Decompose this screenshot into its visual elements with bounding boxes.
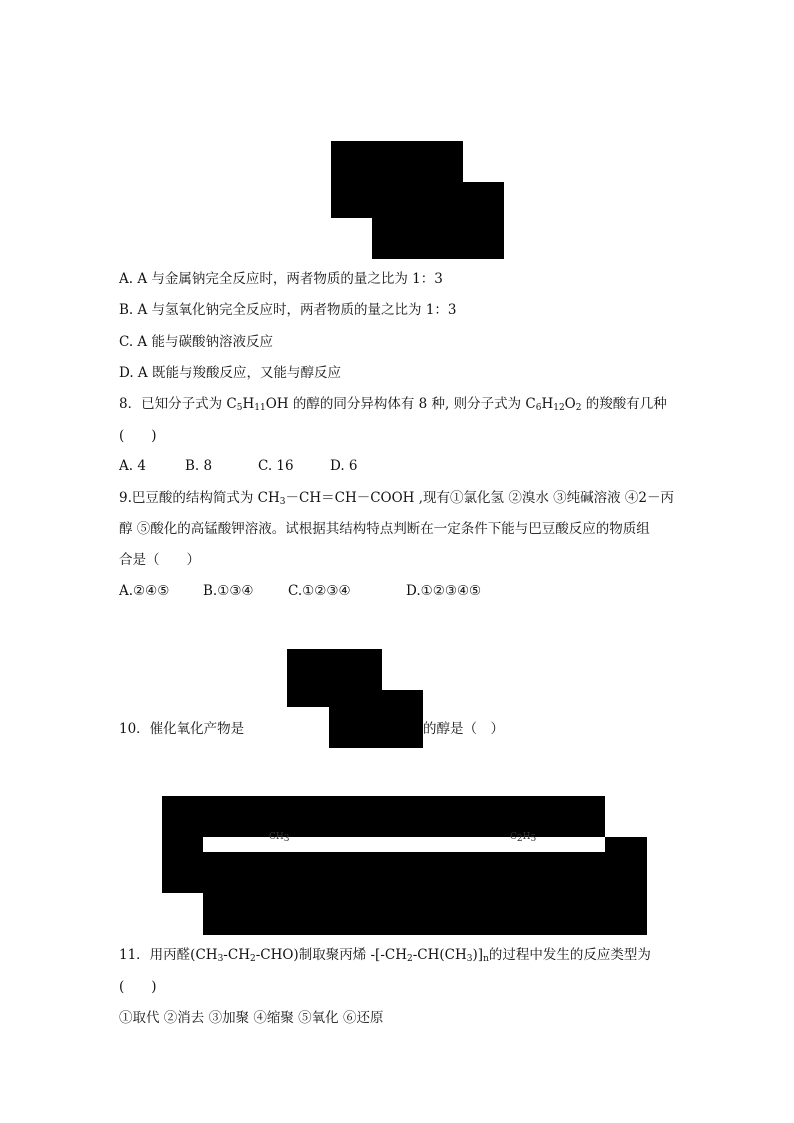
q11-stem: 11．用丙醛$(CH_3-CH_2-CHO)$制取聚丙烯 $-[-CH_2-CH(CH_3)]_n$的过程中发生的反应类型为 <box>119 947 651 964</box>
q8-stem: 8．已知分子式为 $C_5H_{11}OH$ 的醇的同分异构体有 8 种, 则分子式为 $C_6H_{12}O_2$ 的羧酸有几种 <box>119 396 667 413</box>
q10-stem-left: 10．催化氧化产物是 <box>119 721 245 737</box>
q9-stem-line3: 合是（ ） <box>119 552 200 568</box>
q7-option-d: D. A 既能与羧酸反应，又能与醇反应 <box>119 365 341 381</box>
q9-option-a: A.②④⑤ <box>119 583 170 599</box>
q9-options <box>119 582 481 600</box>
q9-option-c: C.①②③④ <box>288 583 351 599</box>
q11-choices: ①取代 ②消去 ③加聚 ④缩聚 ⑤氧化 ⑥还原 <box>119 1010 384 1026</box>
q11-bracket: ( ) <box>119 979 157 995</box>
q9-stem-line2: 醇 ⑤酸化的高锰酸钾溶液。试根据其结构特点判断在一定条件下能与巴豆酸反应的物质组 <box>119 521 650 537</box>
q7-structure-image-part <box>463 182 504 259</box>
q8-bracket: ( ) <box>119 428 157 444</box>
q8-options <box>119 457 358 475</box>
q10-fragment-ch3: $CH_3$ <box>269 832 290 844</box>
q7-structure-image-part <box>372 217 463 259</box>
q10-options-image-main <box>203 852 605 935</box>
q8-option-b: B. 8 <box>185 458 213 474</box>
q9-option-b: B.①③④ <box>203 583 254 599</box>
q7-option-a: A. A 与金属钠完全反应时，两者物质的量之比为 1：3 <box>119 271 443 287</box>
q8-option-a: A. 4 <box>119 458 146 474</box>
q10-fragment-c2h5: $C_2H_5$ <box>510 832 537 844</box>
q10-stem-right: 的醇是（ ） <box>423 721 504 737</box>
q7-structure-image <box>331 141 463 218</box>
q10-product-image-part <box>329 690 423 748</box>
q10-options-image-top <box>162 796 605 837</box>
q8-option-c: C. 16 <box>258 458 294 474</box>
q8-option-d: D. 6 <box>330 458 358 474</box>
q7-option-c: C. A 能与碳酸钠溶液反应 <box>119 334 273 350</box>
q9-option-d: D.①②③④⑤ <box>406 583 482 599</box>
q10-options-image-right <box>605 837 647 935</box>
q9-stem-line1: 9.巴豆酸的结构简式为 $CH_3-CH=CH-COOH$ ,现有①氯化氢 ②溴水 ③纯碱溶液 ④2－丙 <box>119 490 675 507</box>
q10-options-image-left <box>162 837 203 893</box>
q7-option-b: B. A 与氢氧化钠完全反应时，两者物质的量之比为 1：3 <box>119 302 457 318</box>
